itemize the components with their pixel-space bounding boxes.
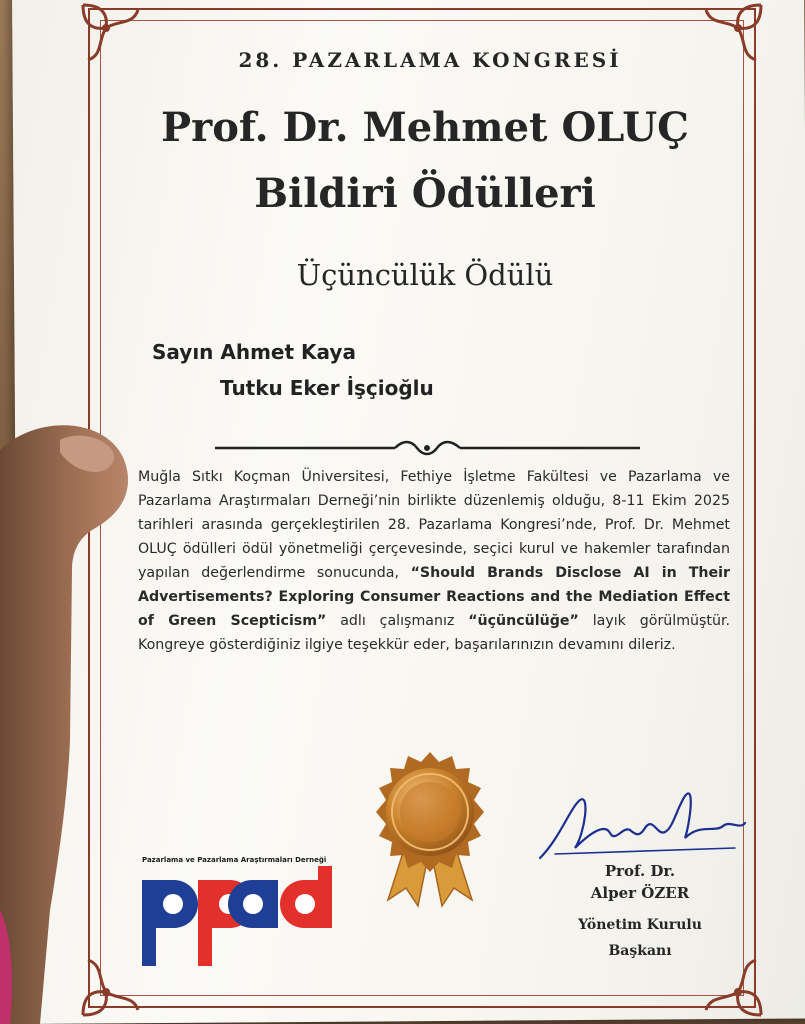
- signatory-role-line2: Başkanı: [608, 943, 672, 959]
- handwritten-signature: [535, 778, 750, 868]
- hand-holding-certificate: [0, 410, 140, 1024]
- recipient-name-1: Sayın Ahmet Kaya: [152, 340, 356, 364]
- gold-medal-seal-icon: [366, 748, 494, 908]
- signatory-role-line1: Yönetim Kurulu: [578, 917, 702, 933]
- body-text-part1: Muğla Sıtkı Koçman Üniversitesi, Fethiye İşletme Fakültesi ve Pazarlama ve Pazarlama Araştırmaları Derneği’nin birlikte düzenlemiş olduğu, 8-11 Ekim 2025 tarihleri arasında gerçekleştirilen 28. Pazarlama Kongresi’nde, Prof. Dr. Mehmet OLUÇ ödülleri ödül yönetmeliği çerçevesinde, seçici kurul ve hakemler tarafından yapılan değerlendirme sonucunda,: [138, 469, 730, 581]
- ornamental-divider: [215, 436, 640, 460]
- award-title-line2: Bildiri Ödülleri: [254, 170, 596, 217]
- paper-title: “Should Brands Disclose AI in Their Advertisements? Exploring Consumer Reactions and the Mediation Effect of Green Scepticism”: [138, 565, 730, 629]
- certificate-body-text: [138, 465, 730, 657]
- association-name-caption: Pazarlama ve Pazarlama Araştırmaları Derneği: [142, 856, 327, 864]
- congress-title: 28. PAZARLAMA KONGRESİ: [238, 48, 622, 72]
- recipient-name-2: Tutku Eker İşçioğlu: [220, 376, 434, 400]
- signatory-name: Alper ÖZER: [590, 884, 690, 902]
- award-rank: Üçüncülük Ödülü: [296, 258, 554, 292]
- body-text-part3: layık görülmüştür. Kongreye gösterdiğiniz ilgiye teşekkür eder, başarılarınızın devamını dileriz.: [138, 613, 731, 653]
- award-title-line1: Prof. Dr. Mehmet OLUÇ: [161, 104, 689, 151]
- signatory-title: Prof. Dr.: [604, 862, 676, 880]
- ppad-logo: [140, 866, 334, 966]
- body-text-part2: adlı çalışmanız: [326, 613, 469, 629]
- rank-text: “üçüncülüğe”: [468, 613, 579, 629]
